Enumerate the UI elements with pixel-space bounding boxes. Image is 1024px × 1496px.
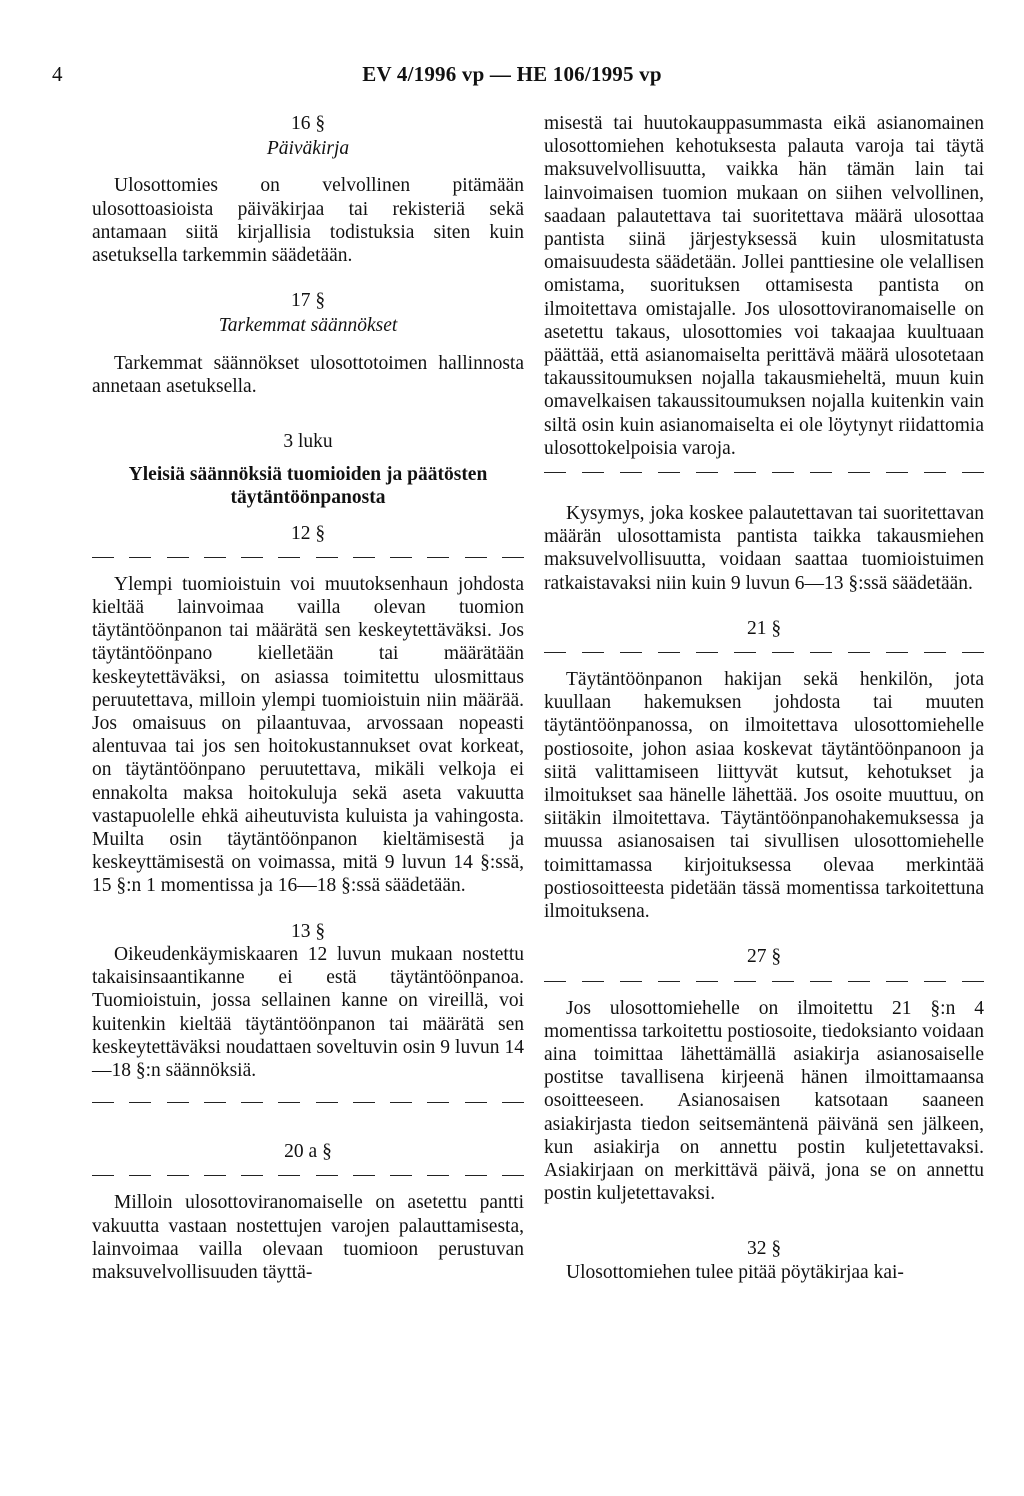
section-16-title: Päiväkirja	[266, 138, 350, 160]
omission-dashes	[544, 981, 984, 985]
omission-dashes	[544, 652, 984, 656]
page-number: 4	[52, 62, 63, 86]
section-32-number: 32 §	[746, 1238, 782, 1260]
section-21-number: 21 §	[746, 617, 782, 639]
section-20a-continuation: misestä tai huutokauppasummasta eikä asianomainen ulosottomiehen kehotuksesta palauta varoja tai täytä maksuvelvollisuutta, vaikka hän tämän lain tai lainvoimaisen tuomion mukaan on siihen velvollinen, saadaan palautettava tai suoritettava määrä ulosottaa pantista siinä järjestyksessä kuin ulosmitatusta omaisuudesta säädetään. Jollei panttiesine ole velallisen omistama, suorituksen ottamisesta pantista on ilmoitettava omistajalle. Jos ulosottoviranomaiselle on asetettu takaus, ulosottomies voi takaajaa kuultuaan päättää, että asianomaiselta perittävä määrä ulosotetaan takaussitoumuksen nojalla takausmieheltä, muun kuin omavelkaisen takaussitoumuksen nojalla kuitenkin vain siltä osin kuin asianomaiselta ei ole löytynyt riidattomia ulosottokelpoisia varoja.	[544, 113, 984, 459]
right-column	[544, 112, 984, 1284]
section-17-text: Tarkemmat säännökset ulosottotoimen hallinnosta annetaan asetuksella.	[92, 352, 524, 397]
chapter-number: 3 luku	[283, 431, 333, 453]
section-27-number: 27 §	[746, 946, 782, 968]
section-20a-number: 20 a §	[284, 1141, 332, 1163]
section-17-title: Tarkemmat säännökset	[218, 315, 398, 337]
section-12-text: Ylempi tuomioistuin voi muutoksenhaun johdosta kieltää lainvoimaa vailla olevan tuomion täytäntöönpanon tai määrätä sen keskeytettäväksi. Jos täytäntöönpano kielletään tai määrätään keskeytettäväksi, on asiassa toimitettu ulosmittaus peruutettava, milloin ylempi tuomioistuin niin määrää. Jos omaisuus on pilaantuvaa, arvossaan nopeasti alentuvaa tai jos sen hoitokustannukset ovat korkeat, on täytäntöönpano peruutettava, mikäli velkoja ei ennakolta maksa hoitokuluja sekä aseta vakuutta vastapuolelle ehkä aiheutuvista kuluista ja vahingosta. Muilta osin täytäntöönpanon kieltämisestä ja keskeyttämisestä on voimassa, mitä 9 luvun 14 §:ssä, 15 §:n 1 momentissa ja 16—18 §:ssä säädetään.	[92, 573, 524, 897]
section-27-text: Jos ulosottomiehelle on ilmoitettu 21 §:n 4 momentissa tarkoitettu postiosoite, tiedoksianto voidaan aina toimittaa lähettämällä asiakirja asianosaiselle postitse tavallisena kirjeenä hänen ilmoittamaansa osoitteeseen. Asianosaisen katsotaan saaneen asiakirjasta tiedon seitsemäntenä päivänä sen jälkeen, kun asiakirja on annettu postin kuljetettavaksi. Asiakirjaan on merkittävä päivä, jona se on annettu postin kuljetettavaksi.	[544, 997, 984, 1205]
omission-dashes	[92, 557, 524, 561]
section-12-number: 12 §	[290, 522, 326, 544]
paragraph-kysymys: Kysymys, joka koskee palautettavan tai suoritettavan määrän ulosottamista pantista taikka takausmiehen maksuvelvollisuutta, voidaan saattaa tuomioistuimen ratkaistavaksi niin kuin 9 luvun 6—13 §:ssä säädetään.	[544, 503, 984, 594]
section-13-text: Oikeudenkäymiskaaren 12 luvun mukaan nostettu takaisinsaantikanne ei estä täytäntöönpanoa. Tuomioistuin, jossa sellainen kanne on vireillä, voi kuitenkin kieltää täytäntöönpanon tai määrätä sen keskeytettäväksi noudattaen soveltuvin osin 9 luvun 14—18 §:n säännöksiä.	[92, 943, 524, 1081]
omission-dashes	[92, 1102, 524, 1106]
section-13-number: 13 §	[290, 920, 326, 942]
left-column	[92, 112, 524, 1284]
omission-dashes	[544, 472, 984, 476]
section-17-number: 17 §	[290, 290, 326, 312]
section-20a-text: Milloin ulosottoviranomaiselle on asetettu pantti vakuutta vastaan nostettujen varojen palauttamisesta, lainvoimaa vailla olevaan tuomioon perustuvan maksuvelvollisuuden täyttä-	[92, 1192, 524, 1283]
section-32-text: Ulosottomiehen tulee pitää pöytäkirjaa kai-	[566, 1261, 904, 1283]
section-21-text: Täytäntöönpanon hakijan sekä henkilön, jota kuullaan hakemuksen johdosta tai muuten täytäntöönpanossa, on ilmoitettava ulosottomiehelle postiosoite, johon asiaa koskevat täytäntöönpanoon ja siitä valittamiseen liittyvät kutsut, kehotukset ja ilmoitukset saa hänelle lähettää. Jos osoite muuttuu, on siitäkin ilmoitettava. Täytäntöönpanohakemuksessa ja muussa asianosaisen tai sivullisen ulosottomiehelle toimittamassa kirjoituksessa olevaa merkintää postiosoitteesta pidetään tässä momentissa tarkoitettuna ilmoituksena.	[544, 669, 984, 923]
running-head: EV 4/1996 vp — HE 106/1995 vp	[362, 62, 662, 86]
omission-dashes	[92, 1175, 524, 1179]
chapter-title: Yleisiä säännöksiä tuomioiden ja päätösten täytäntöönpanosta	[128, 464, 488, 509]
section-16-text: Ulosottomies on velvollinen pitämään ulosottoasioista päiväkirjaa tai rekisteriä sekä antamaan siitä kirjallisia todistuksia siten kuin asetuksella tarkemmin säädetään.	[92, 175, 524, 267]
section-16-number: 16 §	[290, 113, 326, 134]
